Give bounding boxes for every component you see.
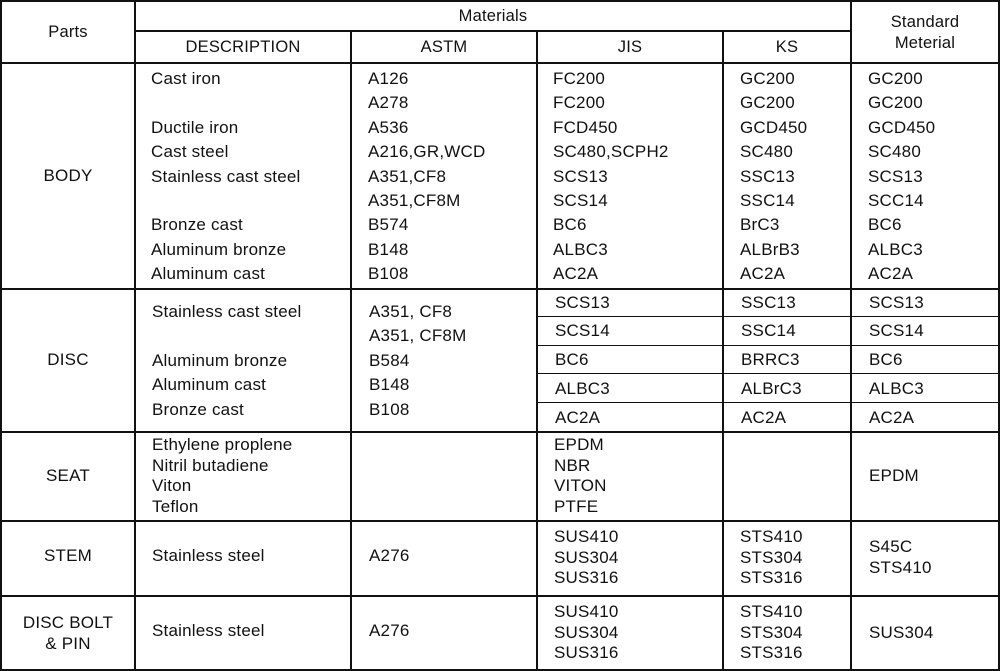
disc-ks-item: AC2A bbox=[741, 408, 787, 427]
list-item: SSC14 bbox=[740, 191, 795, 211]
part-seat: SEAT bbox=[46, 466, 90, 485]
list-item: VITON bbox=[554, 476, 607, 495]
list-item: AC2A bbox=[868, 264, 914, 284]
list-item: SC480 bbox=[868, 142, 921, 162]
list-item: A536 bbox=[368, 117, 409, 137]
body-astm-list bbox=[368, 67, 485, 287]
list-item: STS410 bbox=[740, 527, 803, 546]
list-item: SCS13 bbox=[868, 166, 923, 186]
disc-jis-item: AC2A bbox=[555, 408, 601, 427]
list-item: GC200 bbox=[868, 69, 923, 88]
list-item: A351,CF8M bbox=[368, 191, 461, 211]
list-item: Bronze cast bbox=[151, 215, 243, 235]
list-item: Cast steel bbox=[151, 142, 229, 162]
disc-ks-item: BRRC3 bbox=[741, 350, 800, 369]
list-item: ALBrB3 bbox=[740, 239, 800, 259]
list-item: SUS316 bbox=[554, 643, 619, 662]
header-jis: JIS bbox=[617, 38, 643, 56]
header-standard-line1: Standard bbox=[890, 13, 960, 31]
list-item: GCD450 bbox=[740, 117, 808, 137]
disc-standard-item: BC6 bbox=[869, 350, 903, 369]
list-item: PTFE bbox=[554, 496, 599, 516]
disc-description-item: Aluminum cast bbox=[152, 375, 267, 394]
list-item: Viton bbox=[152, 476, 192, 495]
disc-standard-item: SCS14 bbox=[869, 321, 924, 340]
list-item: A278 bbox=[368, 93, 409, 113]
disc-subrow-line bbox=[536, 373, 1000, 374]
stem-astm: A276 bbox=[369, 546, 410, 565]
list-item: AC2A bbox=[740, 264, 786, 284]
list-item: NBR bbox=[554, 455, 591, 475]
list-item: Cast iron bbox=[151, 69, 221, 88]
divider-body-disc bbox=[0, 288, 1000, 290]
part-stem: STEM bbox=[43, 546, 93, 565]
list-item: SUS304 bbox=[554, 622, 619, 642]
disc-jis-item: SCS14 bbox=[555, 321, 610, 340]
disc-description-item: Bronze cast bbox=[152, 400, 244, 419]
body-ks-list bbox=[740, 67, 807, 287]
body-standard-list bbox=[868, 67, 935, 287]
discbolt-ks-list bbox=[740, 602, 803, 664]
seat-standard: EPDM bbox=[869, 466, 919, 485]
part-disc-bolt-line1: DISC BOLT bbox=[22, 613, 114, 632]
header-description: DESCRIPTION bbox=[185, 38, 301, 56]
list-item: SCS14 bbox=[553, 191, 608, 211]
list-item: Aluminum cast bbox=[151, 264, 266, 284]
list-item: EPDM bbox=[554, 435, 604, 454]
list-item: STS304 bbox=[740, 622, 803, 642]
part-body: BODY bbox=[43, 166, 93, 185]
stem-ks-list bbox=[740, 527, 803, 589]
table-border-left bbox=[0, 0, 2, 671]
list-item: BC6 bbox=[868, 215, 902, 235]
header-astm: ASTM bbox=[420, 38, 468, 56]
list-item: B148 bbox=[368, 239, 409, 259]
header-ks: KS bbox=[775, 38, 799, 56]
stem-standard-list bbox=[869, 537, 932, 578]
discbolt-astm: A276 bbox=[369, 621, 410, 640]
list-item: SCS13 bbox=[553, 166, 608, 186]
list-item: GC200 bbox=[868, 93, 923, 113]
list-item: FC200 bbox=[553, 93, 606, 113]
list-item: STS304 bbox=[740, 547, 803, 567]
list-item: SCC14 bbox=[868, 191, 924, 211]
list-item: Aluminum bronze bbox=[151, 239, 287, 259]
list-item: STS316 bbox=[740, 643, 803, 662]
list-item: SUS316 bbox=[554, 568, 619, 587]
list-item: Ductile iron bbox=[151, 117, 239, 137]
disc-standard-item: ALBC3 bbox=[869, 379, 924, 398]
list-item: STS316 bbox=[740, 568, 803, 587]
divider-astm-jis bbox=[536, 31, 538, 671]
list-item: SC480 bbox=[740, 142, 793, 162]
disc-astm-item: A351, CF8M bbox=[369, 326, 467, 345]
list-item: SUS304 bbox=[554, 547, 619, 567]
disc-subrow-line bbox=[536, 345, 1000, 346]
divider-jis-ks bbox=[722, 31, 724, 671]
body-jis-list bbox=[553, 67, 669, 287]
list-item: Nitril butadiene bbox=[152, 455, 269, 475]
header-standard-line2: Meterial bbox=[894, 34, 956, 52]
divider-stem-discbolt bbox=[0, 595, 1000, 597]
list-item: FCD450 bbox=[553, 117, 618, 137]
part-disc-bolt-pin bbox=[0, 612, 136, 654]
seat-jis-list bbox=[554, 435, 607, 517]
divider-materials-standard bbox=[850, 0, 852, 671]
list-item: FC200 bbox=[553, 69, 606, 88]
discbolt-standard: SUS304 bbox=[869, 623, 934, 642]
divider-disc-seat bbox=[0, 431, 1000, 433]
list-item: GCD450 bbox=[868, 117, 936, 137]
part-disc-bolt-line2: & PIN bbox=[45, 634, 91, 653]
disc-subrow-line bbox=[536, 402, 1000, 403]
list-item: A351,CF8 bbox=[368, 166, 447, 186]
discbolt-description: Stainless steel bbox=[152, 621, 265, 640]
disc-astm-item: B584 bbox=[369, 351, 410, 370]
disc-astm-item: A351, CF8 bbox=[369, 302, 453, 321]
divider-description-astm bbox=[350, 31, 352, 671]
list-item: A126 bbox=[368, 69, 409, 88]
list-item: SC480,SCPH2 bbox=[553, 142, 669, 162]
list-item: Teflon bbox=[152, 496, 199, 516]
divider-header-body bbox=[0, 62, 1000, 64]
list-item: B574 bbox=[368, 215, 409, 235]
part-disc: DISC bbox=[47, 350, 89, 369]
disc-astm-item: B148 bbox=[369, 375, 410, 394]
stem-jis-list bbox=[554, 527, 619, 589]
divider-seat-stem bbox=[0, 520, 1000, 522]
disc-standard-item: SCS13 bbox=[869, 293, 924, 312]
list-item: SUS410 bbox=[554, 527, 619, 546]
list-item: Ethylene proplene bbox=[152, 435, 293, 454]
disc-description-item: Stainless cast steel bbox=[152, 302, 302, 321]
list-item: SSC13 bbox=[740, 166, 795, 186]
divider-materials-subheader bbox=[134, 30, 852, 32]
list-item: BrC3 bbox=[740, 215, 780, 235]
list-item: Stainless cast steel bbox=[151, 166, 301, 186]
list-item bbox=[151, 91, 301, 115]
header-standard bbox=[852, 12, 998, 54]
disc-subrow-line bbox=[536, 316, 1000, 317]
list-item: BC6 bbox=[553, 215, 587, 235]
seat-description-list bbox=[152, 435, 292, 517]
list-item: ALBC3 bbox=[553, 239, 608, 259]
disc-description-item: Aluminum bronze bbox=[152, 351, 288, 370]
header-parts: Parts bbox=[48, 23, 88, 41]
discbolt-jis-list bbox=[554, 602, 619, 664]
list-item: S45C bbox=[869, 537, 913, 556]
list-item: GC200 bbox=[740, 93, 795, 113]
disc-standard-item: AC2A bbox=[869, 408, 915, 427]
disc-jis-item: ALBC3 bbox=[555, 379, 610, 398]
body-description-list bbox=[151, 67, 301, 287]
list-item: STS410 bbox=[740, 602, 803, 621]
list-item: SUS410 bbox=[554, 602, 619, 621]
disc-ks-item: SSC14 bbox=[741, 321, 796, 340]
header-materials: Materials bbox=[458, 7, 528, 25]
list-item: A216,GR,WCD bbox=[368, 142, 486, 162]
list-item: B108 bbox=[368, 264, 409, 284]
disc-astm-item: B108 bbox=[369, 400, 410, 419]
list-item: ALBC3 bbox=[868, 239, 923, 259]
stem-description: Stainless steel bbox=[152, 546, 265, 565]
list-item: STS410 bbox=[869, 557, 932, 577]
disc-ks-item: ALBrC3 bbox=[741, 379, 802, 398]
list-item: AC2A bbox=[553, 264, 599, 284]
disc-jis-item: SCS13 bbox=[555, 293, 610, 312]
divider-parts bbox=[134, 0, 136, 671]
list-item bbox=[151, 189, 301, 213]
disc-jis-item: BC6 bbox=[555, 350, 589, 369]
disc-ks-item: SSC13 bbox=[741, 293, 796, 312]
list-item: GC200 bbox=[740, 69, 795, 88]
